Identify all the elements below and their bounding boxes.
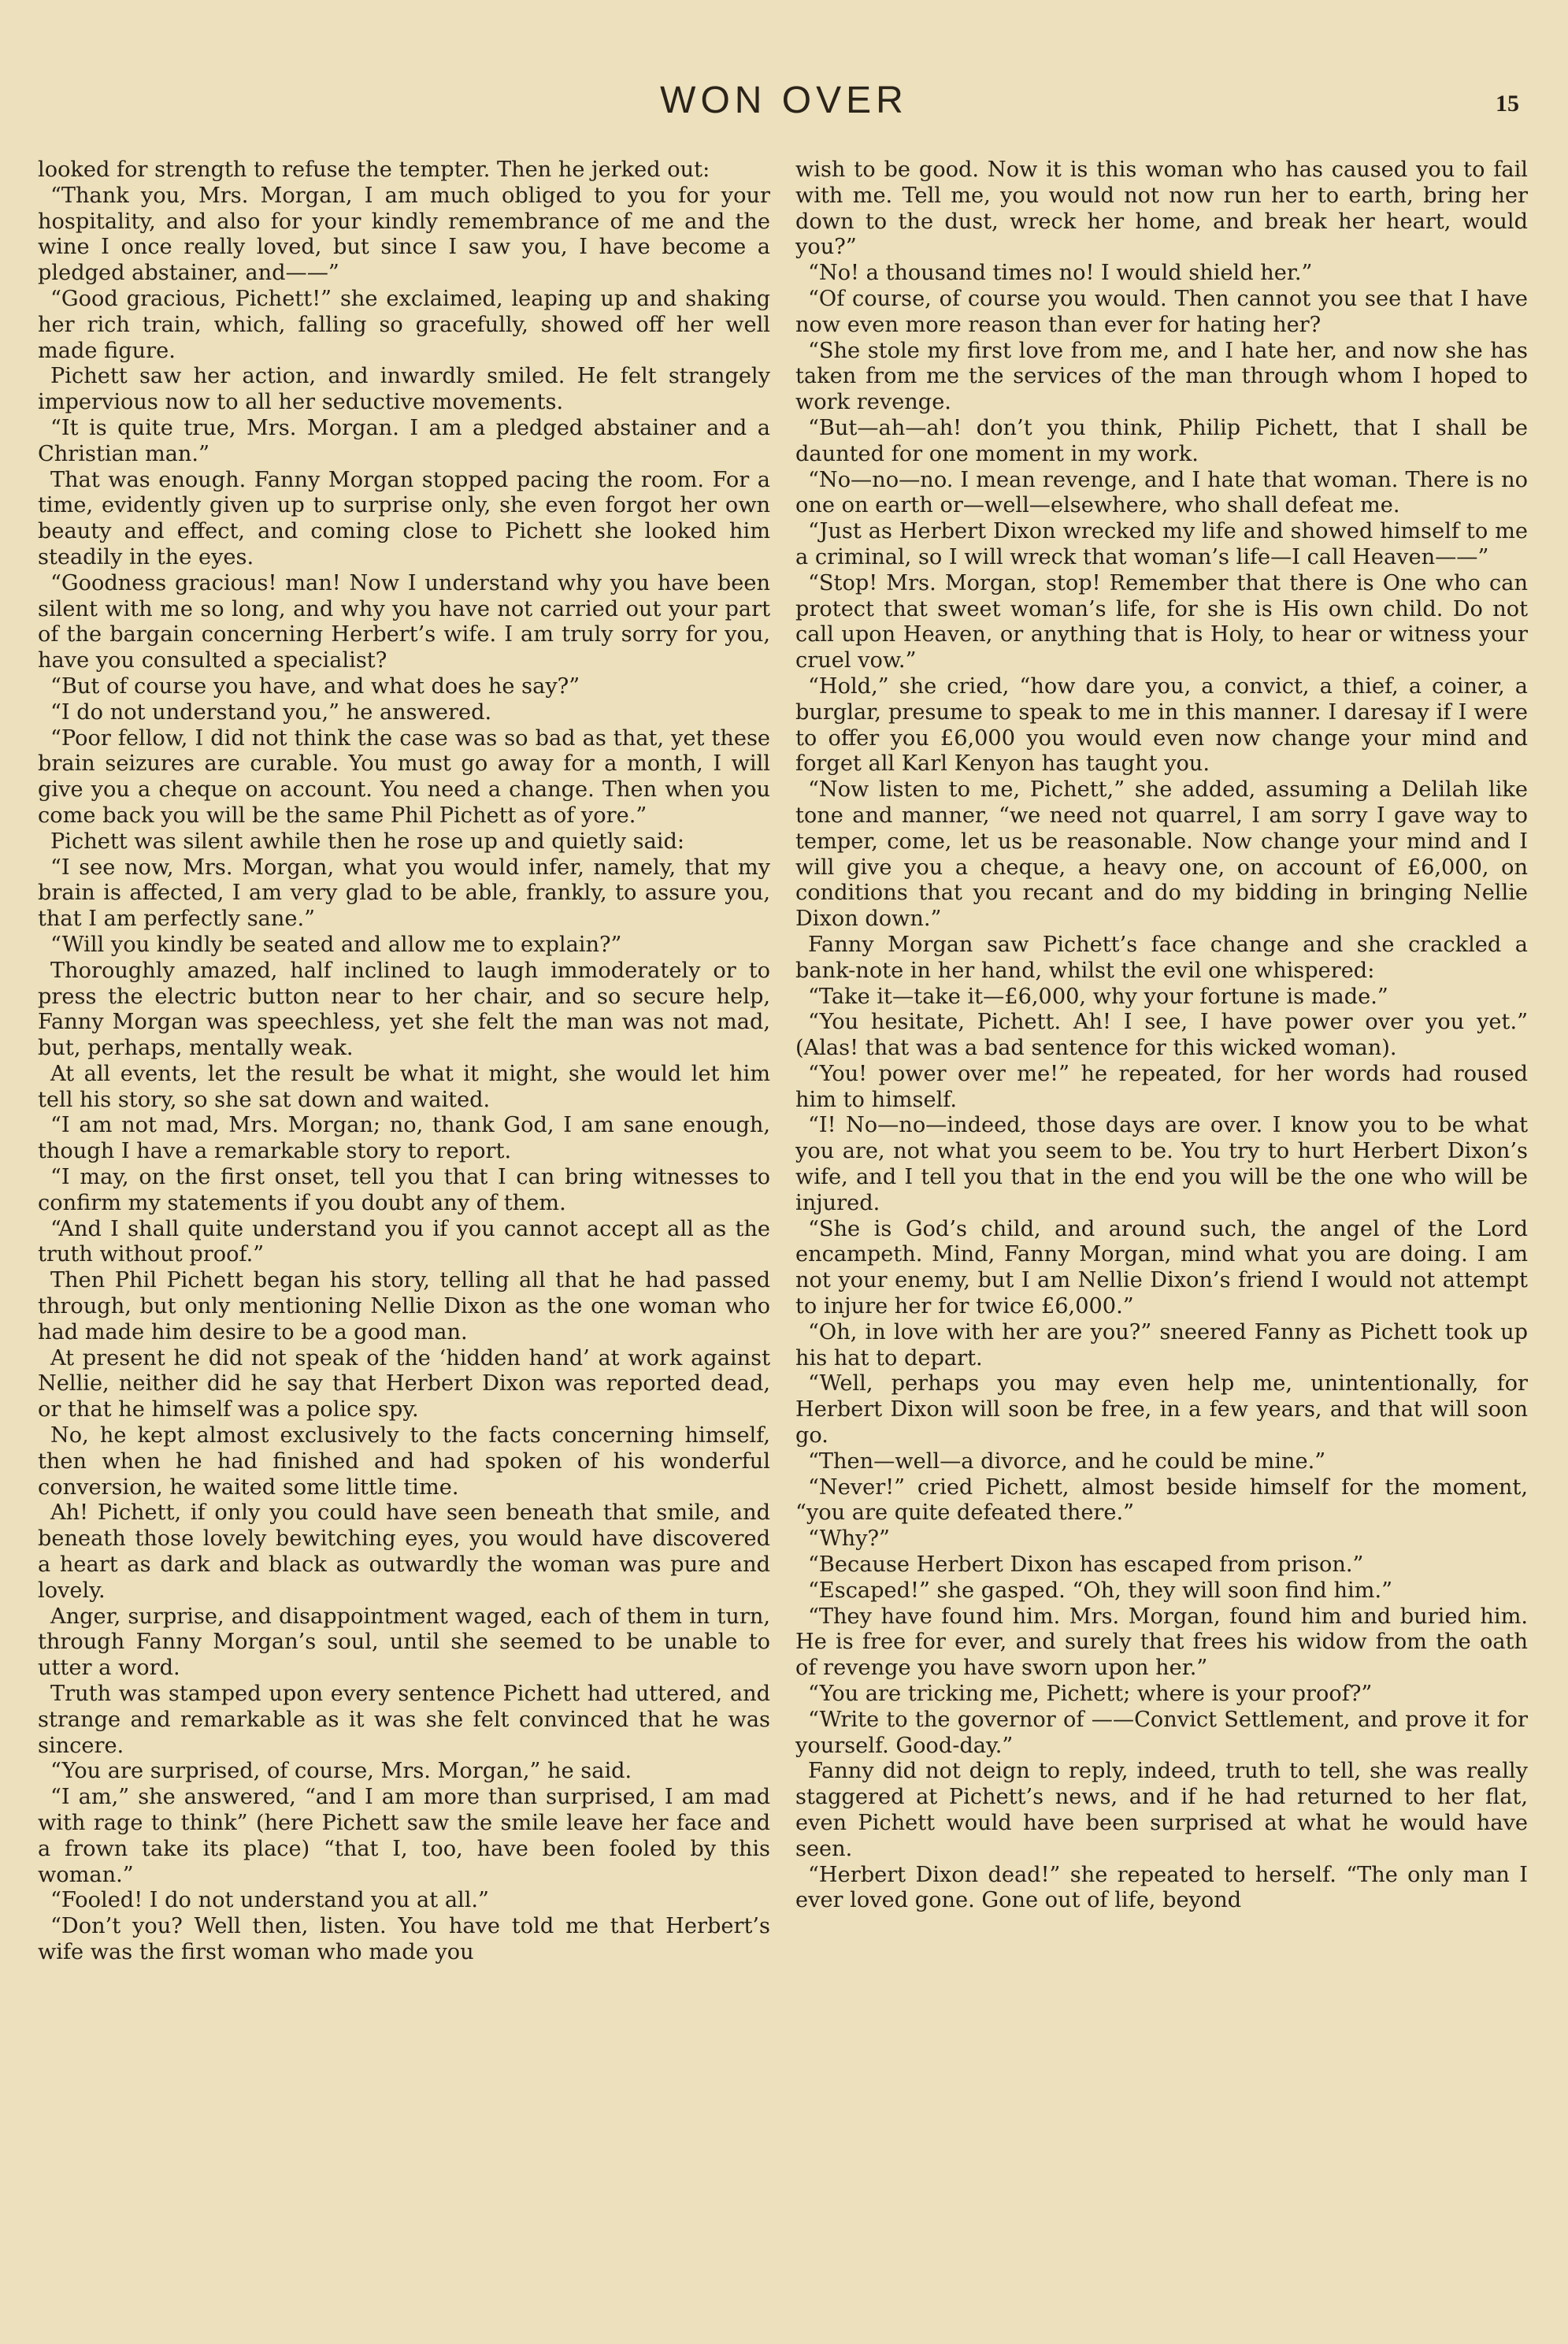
paragraph: Then Phil Pichett began his story, telling all that he had passed through, but only mentioning Nellie Dixon as the one woman who had made him desire to be a good man. (38, 1268, 770, 1344)
paragraph: No, he kept almost exclusively to the facts concerning himself, then when he had finished and had spoken of his wonderful conversion, he waited some little time. (38, 1423, 770, 1500)
paragraph: “You are surprised, of course, Mrs. Morgan,” he said. (50, 1759, 632, 1784)
paragraph: Pichett saw her action, and inwardly smiled. He felt strangely impervious now to all her seductive movements. (38, 364, 770, 415)
paragraph: “Never!” cried Pichett, almost beside himself for the moment, “you are quite defeated there.” (795, 1474, 1528, 1526)
paragraph: That was enough. Fanny Morgan stopped pacing the room. For a time, evidently given up to surprise only, she even forgot her own beauty and effect, and coming close to Pichett she looked him steadily in the eyes. (38, 467, 770, 569)
paragraph: “I may, on the first onset, tell you that I can bring witnesses to confirm my statements if you doubt any of them. (38, 1165, 770, 1215)
paragraph: Truth was stamped upon every sentence Pichett had uttered, and strange and remarkable as it was she felt convinced that he was sincere. (38, 1682, 770, 1758)
page-number: 15 (1496, 91, 1519, 117)
paragraph: “But—ah—ah! don’t you think, Philip Pichett, that I shall be daunted for one moment in my work. (795, 415, 1528, 466)
paragraph: “You! power over me!” he repeated, for her words had roused him to himself. (795, 1061, 1528, 1112)
paragraph: “Escaped!” she gasped. “Oh, they will soon find him.” (808, 1578, 1393, 1603)
paragraph: At all events, let the result be what it might, she would let him tell his story, so she sat down and waited. (38, 1061, 770, 1112)
paragraph: Pichett was silent awhile then he rose up and quietly said: (50, 829, 685, 854)
paragraph: “Take it—take it—£6,000, why your fortune is made.” (808, 984, 1388, 1009)
paragraph: “I! No—no—indeed, those days are over. I know you to be what you are, not what you seem to be. You try to hurt Herbert Dixon’s wife, and I tell you that in the end you will be the one who will be injured. (795, 1113, 1528, 1215)
paragraph: “Don’t you? Well then, listen. You have told me that Herbert’s wife was the first woman who made you (38, 1914, 770, 1964)
paragraph: “Write to the governor of ——Convict Settlement, and prove it for yourself. Good-day.” (795, 1707, 1528, 1758)
paragraph: “I am not mad, Mrs. Morgan; no, thank God, I am sane enough, though I have a remarkable story to report. (38, 1113, 770, 1164)
paragraph: wish to be good. Now it is this woman who has caused you to fail with me. Tell me, you would not now run her to earth, bring her down to the dust, wreck her home, and break her heart, would you?” (795, 158, 1528, 260)
paragraph: “They have found him. Mrs. Morgan, found him and buried him. He is free for ever, and surely that frees his widow from the oath of revenge you have sworn upon her.” (795, 1604, 1528, 1681)
paragraph: “Hold,” she cried, “how dare you, a convict, a thief, a coiner, a burglar, presume to speak to me in this manner. I daresay if I were to offer you £6,000 you would even now change your mind and forget all Karl Kenyon has taught you. (795, 673, 1528, 777)
paragraph: “It is quite true, Mrs. Morgan. I am a pledged abstainer and a Christian man.” (38, 415, 770, 466)
paragraph: “Stop! Mrs. Morgan, stop! Remember that there is One who can protect that sweet woman’s life, for she is His own child. Do not call upon Heaven, or anything that is Holy, to hear or witness your cruel vow.” (795, 570, 1528, 673)
paragraph: Anger, surprise, and disappointment waged, each of them in turn, through Fanny Morgan’s soul, until she seemed to be unable to utter a word. (38, 1604, 770, 1681)
paragraph: Fanny did not deign to reply, indeed, truth to tell, she was really staggered at Pichett’s news, and if he had returned to her flat, even Pichett would have been surprised at what he would have seen. (795, 1759, 1528, 1861)
paragraph: “Oh, in love with her are you?” sneered Fanny as Pichett took up his hat to depart. (795, 1319, 1528, 1370)
paragraph: “And I shall quite understand you if you cannot accept all as the truth without proof.” (38, 1216, 770, 1267)
paragraph: “You are tricking me, Pichett; where is your proof?” (808, 1682, 1373, 1707)
paragraph: At present he did not speak of the ‘hidden hand’ at work against Nellie, neither did he say that Herbert Dixon was reported dead, or that he himself was a police spy. (38, 1345, 770, 1422)
paragraph: “But of course you have, and what does he say?” (50, 673, 580, 699)
paragraph: “Well, perhaps you may even help me, unintentionally, for Herbert Dixon will soon be free, in a few years, and that will soon go. (795, 1371, 1528, 1448)
paragraph: “Why?” (808, 1526, 890, 1552)
right-column (795, 158, 1528, 1914)
paragraph: “Will you kindly be seated and allow me to explain?” (50, 932, 622, 957)
paragraph: “Because Herbert Dixon has escaped from prison.” (808, 1552, 1364, 1578)
paragraph: “Now listen to me, Pichett,” she added, assuming a Delilah like tone and manner, “we need not quarrel, I am sorry I gave way to temper, come, let us be reasonable. Now change your mind and I will give you a cheque, a heavy one, on account of £6,000, on conditions that you recant and do my bidding in bringing Nellie Dixon down.” (795, 777, 1528, 932)
paragraph: “She stole my first love from me, and I hate her, and now she has taken from me the services of the man through whom I hoped to work revenge. (795, 338, 1528, 415)
paragraph: Thoroughly amazed, half inclined to laugh immoderately or to press the electric button near to her chair, and so secure help, Fanny Morgan was speechless, yet she felt the man was not mad, but, perhaps, mentally weak. (38, 958, 770, 1061)
paragraph: “Goodness gracious! man! Now I understand why you have been silent with me so long, and why you have not carried out your part of the bargain concerning Herbert’s wife. I am truly sorry for you, have you consulted a specialist? (38, 570, 770, 673)
paragraph: “Thank you, Mrs. Morgan, I am much obliged to you for your hospitality, and also for your kindly remembrance of me and the wine I once really loved, but since I saw you, I have become a pledged abstainer, and——” (38, 183, 770, 286)
paragraph: “Good gracious, Pichett!” she exclaimed, leaping up and shaking her rich train, which, falling so gracefully, showed off her well made figure. (38, 286, 770, 363)
paragraph: “Just as Herbert Dixon wrecked my life and showed himself to me a criminal, so I will wreck that woman’s life—I call Heaven——” (795, 519, 1528, 569)
left-column (38, 158, 770, 1966)
paragraph: Fanny Morgan saw Pichett’s face change and she crackled a bank-note in her hand, whilst the evil one whispered: (795, 932, 1528, 983)
paragraph: Ah! Pichett, if only you could have seen beneath that smile, and beneath those lovely bewitching eyes, you would have discovered a heart as dark and black as outwardly the woman was pure and lovely. (38, 1500, 770, 1603)
paragraph: “No—no—no. I mean revenge, and I hate that woman. There is no one on earth or—well—elsewhere, who shall defeat me. (795, 467, 1528, 518)
running-title: WON OVER (660, 80, 908, 121)
paragraph: “I see now, Mrs. Morgan, what you would infer, namely, that my brain is affected, I am very glad to be able, frankly, to assure you, that I am perfectly sane.” (38, 855, 770, 932)
paragraph: “Fooled! I do not understand you at all.” (50, 1888, 489, 1913)
paragraph: “I am,” she answered, “and I am more than surprised, I am mad with rage to think” (here Pichett saw the smile leave her face and a frown take its place) “that I, too, have been fooled by this woman.” (38, 1785, 770, 1887)
paragraph: “Then—well—a divorce, and he could be mine.” (808, 1448, 1326, 1474)
paragraph: “Poor fellow, I did not think the case was so bad as that, yet these brain seizures are curable. You must go away for a month, I will give you a cheque on account. You need a change. Then when you come back you will be the same Phil Pichett as of yore.” (38, 725, 770, 828)
paragraph: looked for strength to refuse the tempter. Then he jerked out: (38, 158, 710, 182)
paragraph: “Of course, of course you would. Then cannot you see that I have now even more reason than ever for hating her? (795, 286, 1528, 337)
paragraph: “You hesitate, Pichett. Ah! I see, I have power over you yet.” (Alas! that was a bad sentence for this wicked woman). (795, 1010, 1528, 1061)
paragraph: “I do not understand you,” he answered. (50, 699, 492, 725)
paragraph: “Herbert Dixon dead!” she repeated to herself. “The only man I ever loved gone. Gone out of life, beyond (795, 1862, 1528, 1913)
paragraph: “No! a thousand times no! I would shield her.” (808, 261, 1313, 286)
paragraph: “She is God’s child, and around such, the angel of the Lord encampeth. Mind, Fanny Morgan, mind what you are doing. I am not your enemy, but I am Nellie Dixon’s friend I would not attempt to injure her for twice £6,000.” (795, 1216, 1528, 1319)
